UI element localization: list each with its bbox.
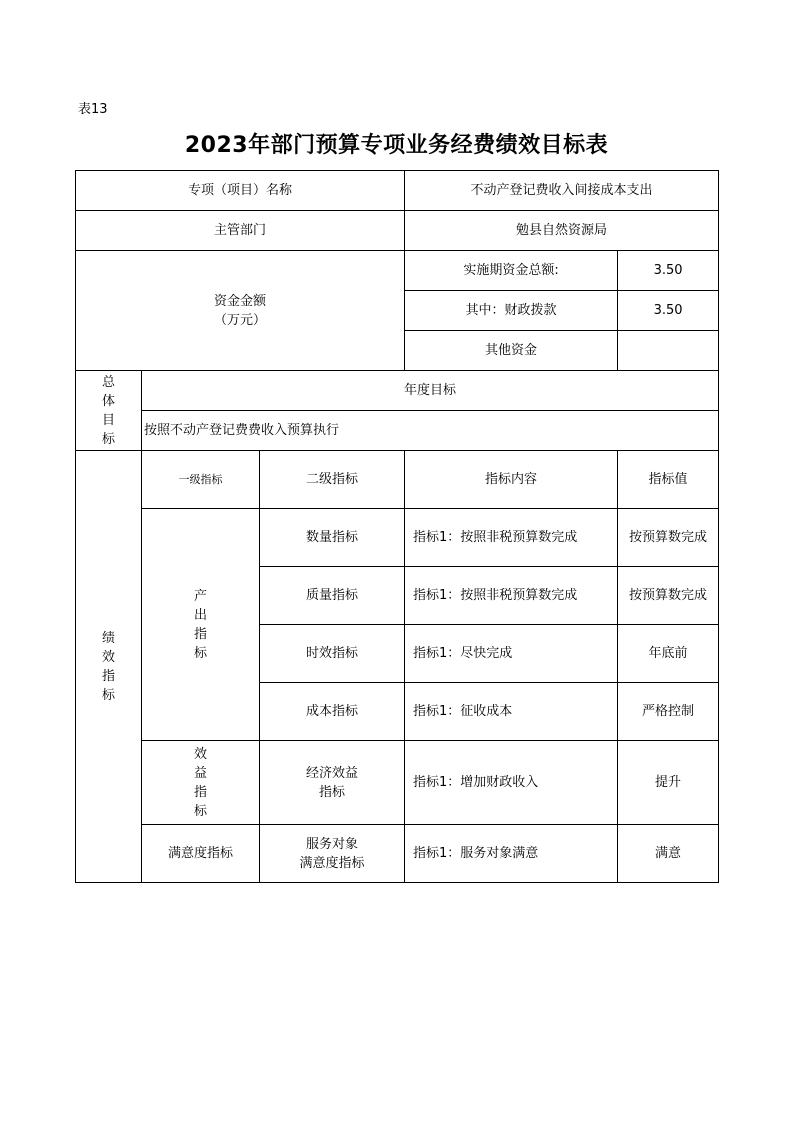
output-char: 出 <box>193 607 207 623</box>
funds-label <box>76 251 405 371</box>
content-cell: 指标1：增加财政收入 <box>405 741 618 825</box>
department-row <box>76 211 719 251</box>
value-cell: 提升 <box>618 741 719 825</box>
output-char: 指 <box>193 626 207 642</box>
value-cell: 满意 <box>618 825 719 883</box>
output-char: 标 <box>193 645 207 661</box>
funds-label-line1: 资金金额 <box>214 293 267 309</box>
funds-fiscal-label: 其中：财政拨款 <box>405 291 618 331</box>
benefit-char: 益 <box>193 765 207 781</box>
benefit-char: 效 <box>193 746 207 762</box>
content-cell: 指标1：服务对象满意 <box>405 825 618 883</box>
level2-cell: 质量指标 <box>260 567 405 625</box>
performance-char: 绩 <box>101 630 115 646</box>
satisfaction-indicator-label: 满意度指标 <box>142 825 260 883</box>
department-label: 主管部门 <box>76 211 405 251</box>
content-cell: 指标1：尽快完成 <box>405 625 618 683</box>
content-header: 指标内容 <box>405 451 618 509</box>
performance-indicator-label <box>76 451 142 883</box>
output-indicator-label <box>142 509 260 741</box>
annual-target-header: 年度目标 <box>142 371 719 411</box>
performance-char: 标 <box>101 687 115 703</box>
overall-header-row <box>76 371 719 411</box>
project-name-label: 专项（项目）名称 <box>76 171 405 211</box>
overall-char: 总 <box>101 374 115 390</box>
project-name-value: 不动产登记费收入间接成本支出 <box>405 171 719 211</box>
overall-char: 标 <box>101 431 115 447</box>
benefit-char: 指 <box>193 784 207 800</box>
table-row <box>76 825 719 883</box>
overall-char: 体 <box>101 393 115 409</box>
annual-target-value: 按照不动产登记费费收入预算执行 <box>142 411 719 451</box>
page-title: 2023年部门预算专项业务经费绩效目标表 <box>184 133 609 158</box>
overall-value-row <box>76 411 719 451</box>
benefit-char: 标 <box>193 803 207 819</box>
funds-total-label: 实施期资金总额: <box>405 251 618 291</box>
level2-header: 二级指标 <box>260 451 405 509</box>
level2-cell <box>260 825 405 883</box>
funds-total-value: 3.50 <box>618 251 719 291</box>
table-number: 表13 <box>78 102 108 117</box>
performance-char: 效 <box>101 649 115 665</box>
value-header: 指标值 <box>618 451 719 509</box>
table-row <box>76 741 719 825</box>
level2-cell <box>260 741 405 825</box>
level2-line: 经济效益 <box>306 765 359 781</box>
content-cell: 指标1：征收成本 <box>405 683 618 741</box>
content-cell: 指标1：按照非税预算数完成 <box>405 567 618 625</box>
level1-header: 一级指标 <box>142 451 260 509</box>
overall-target-label <box>76 371 142 451</box>
value-cell: 严格控制 <box>618 683 719 741</box>
value-cell: 按预算数完成 <box>618 567 719 625</box>
department-value: 勉县自然资源局 <box>405 211 719 251</box>
table-row <box>76 509 719 567</box>
value-cell: 年底前 <box>618 625 719 683</box>
level2-cell: 成本指标 <box>260 683 405 741</box>
level2-line: 指标 <box>319 784 346 800</box>
output-char: 产 <box>193 588 207 604</box>
funds-other-value <box>618 331 719 371</box>
level2-cell: 时效指标 <box>260 625 405 683</box>
project-name-row <box>76 171 719 211</box>
value-cell: 按预算数完成 <box>618 509 719 567</box>
performance-char: 指 <box>101 668 115 684</box>
content-cell: 指标1：按照非税预算数完成 <box>405 509 618 567</box>
level2-cell: 数量指标 <box>260 509 405 567</box>
benefit-indicator-label <box>142 741 260 825</box>
performance-target-table <box>75 170 719 883</box>
level2-line: 服务对象 <box>306 836 359 852</box>
indicator-header-row <box>76 451 719 509</box>
level2-line: 满意度指标 <box>299 855 365 871</box>
funds-fiscal-value: 3.50 <box>618 291 719 331</box>
funds-label-line2: （万元） <box>214 312 267 328</box>
funds-total-row <box>76 251 719 291</box>
overall-char: 目 <box>101 412 115 428</box>
funds-other-label: 其他资金 <box>405 331 618 371</box>
